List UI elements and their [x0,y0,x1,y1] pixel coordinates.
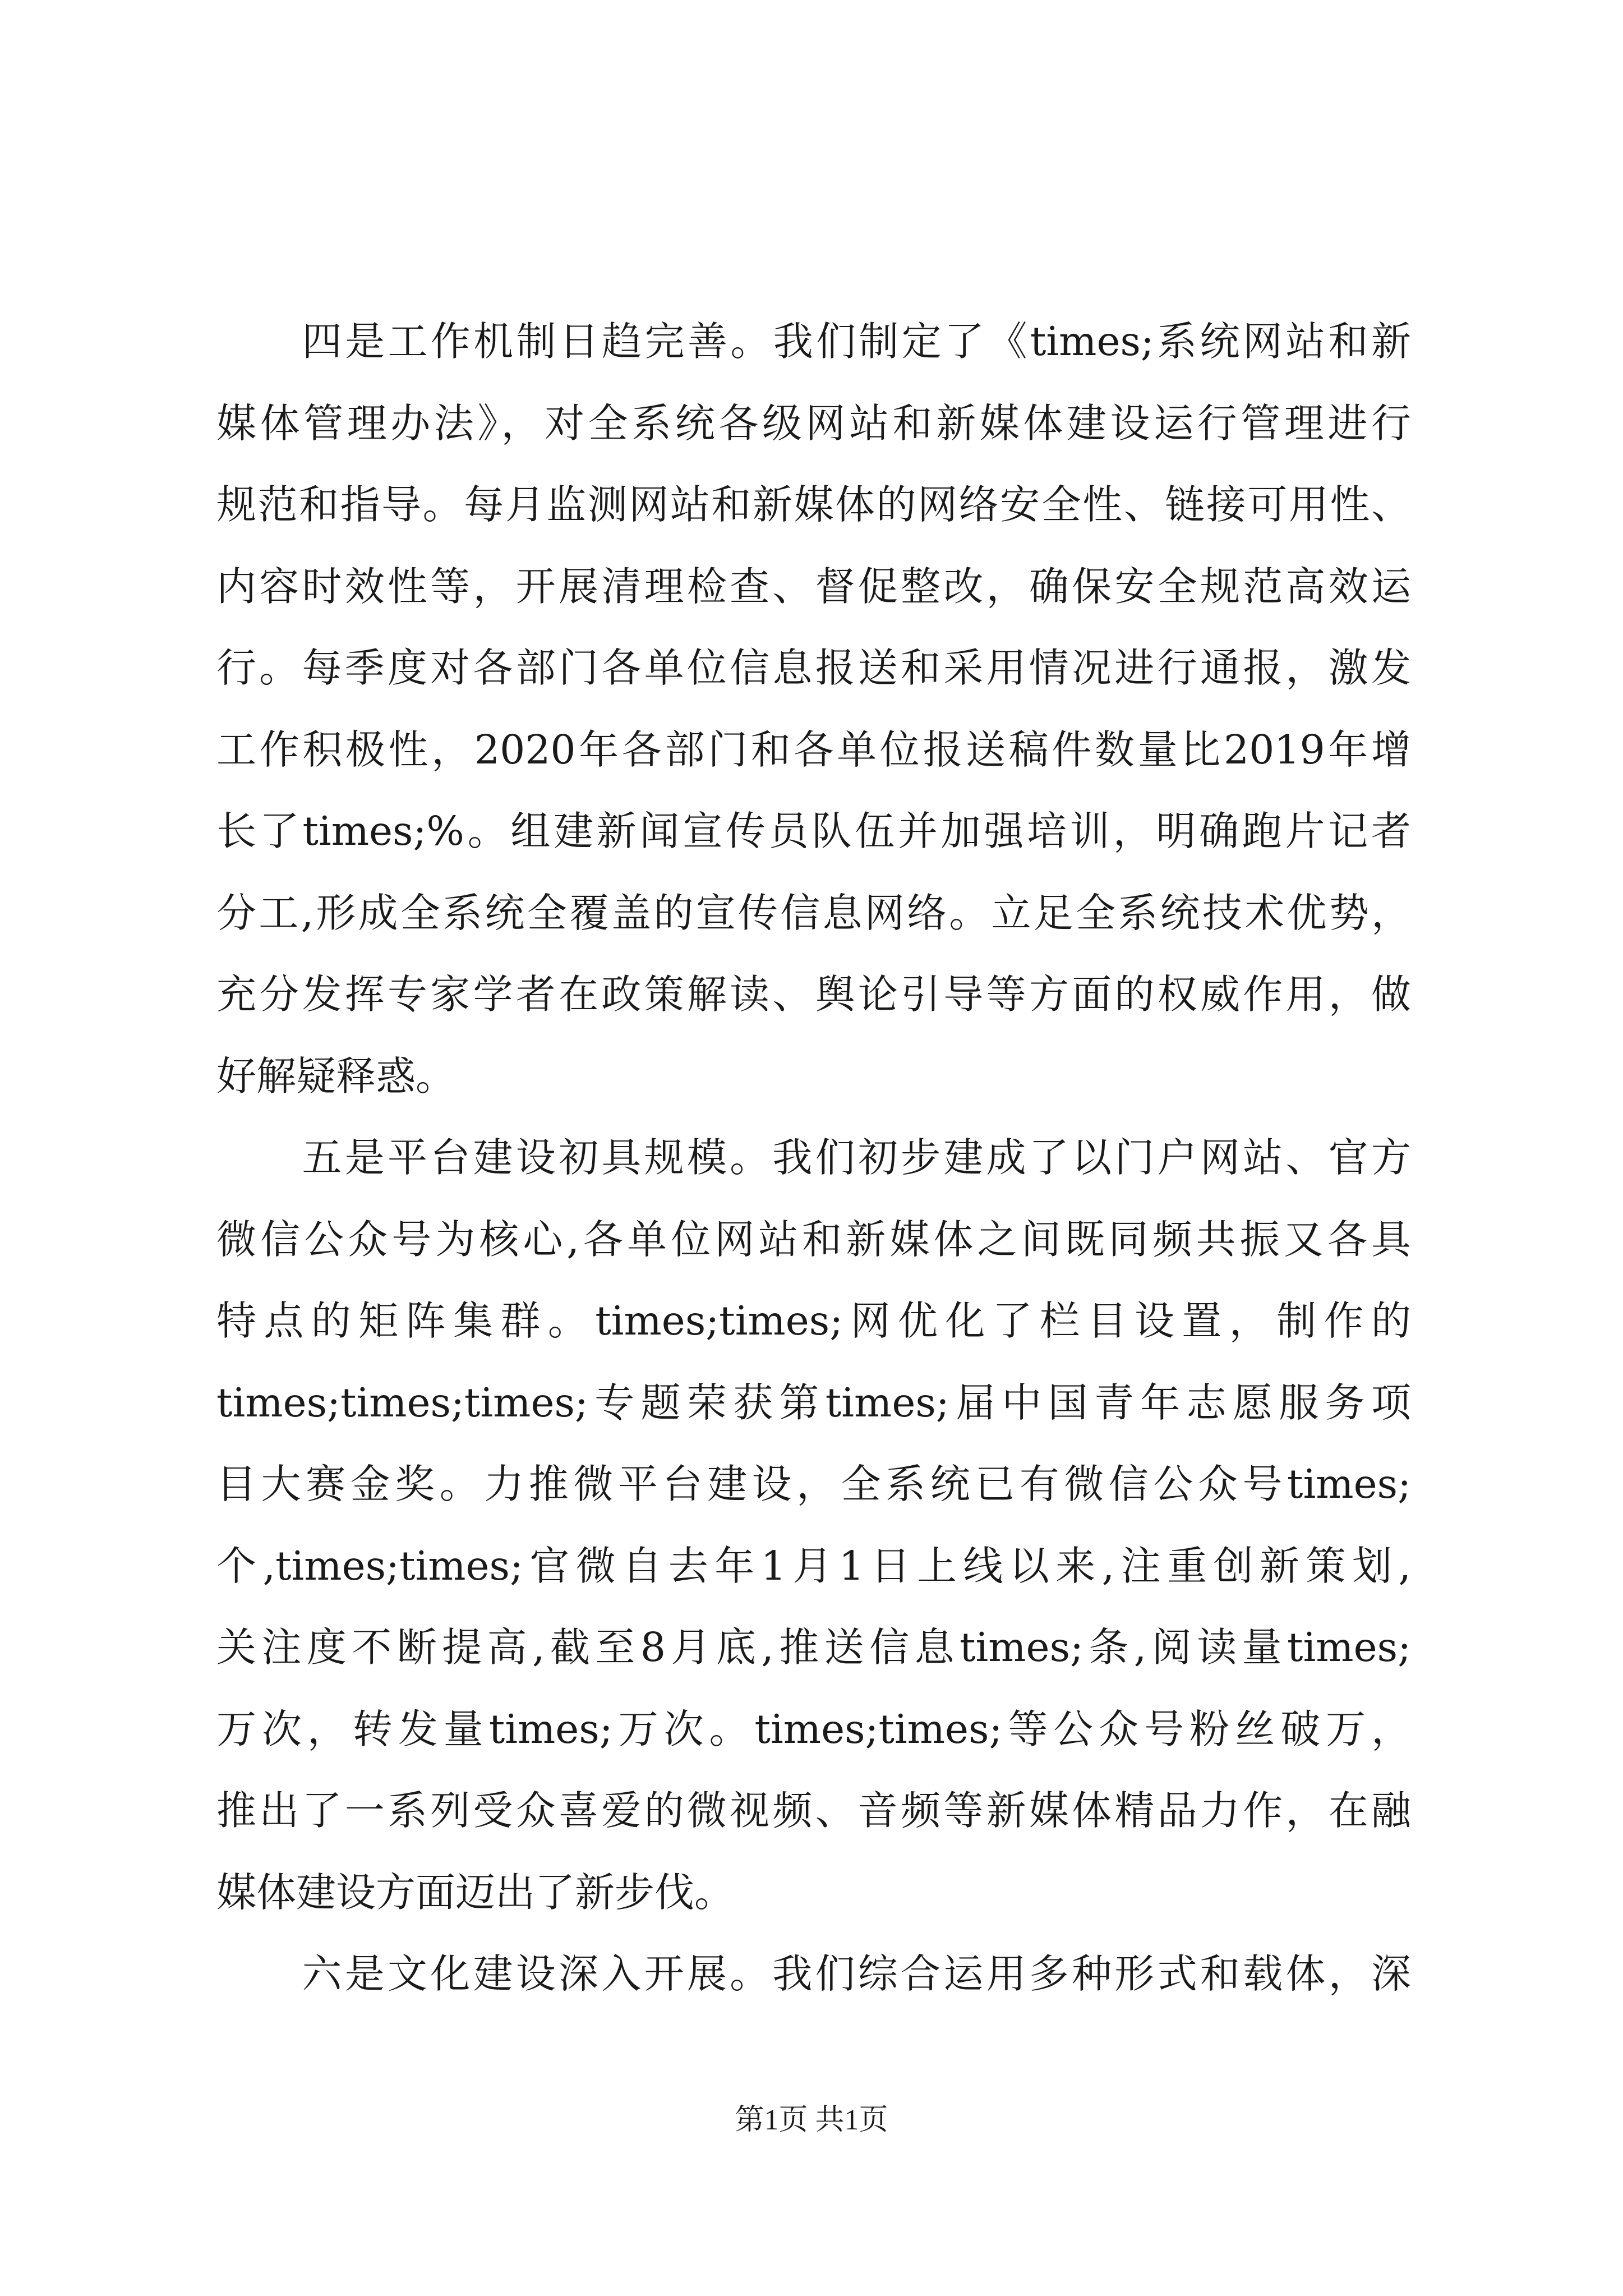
paragraph-platform-building [216,1117,1411,1933]
text-line: 行。每季度对各部门各单位信息报送和采用情况进行通报，激发 [216,645,1411,691]
text-line: 六是文化建设深入开展。我们综合运用多种形式和载体，深 [216,1950,1411,1997]
text-line: 推出了一系列受众喜爱的微视频、音频等新媒体精品力作，在融 [216,1787,1411,1834]
text-line: times;times;times;专题荣获第times;届中国青年志愿服务项 [216,1379,1411,1426]
paragraph-culture-building [216,1933,1411,2015]
text-line: 微信公众号为核心,各单位网站和新媒体之间既同频共振又各具 [216,1216,1411,1263]
text-line: 媒体建设方面迈出了新步伐。 [216,1869,735,1916]
text-line: 内容时效性等，开展清理检查、督促整改，确保安全规范高效运 [216,563,1411,610]
text-line: 五是平台建设初具规模。我们初步建成了以门户网站、官方 [216,1134,1411,1181]
paragraph-work-mechanism [216,301,1411,1117]
text-line: 媒体管理办法》，对全系统各级网站和新媒体建设运行管理进行 [216,399,1411,447]
text-line: 工作积极性，2020年各部门和各单位报送稿件数量比2019年增 [216,726,1411,773]
page-footer: 第1页 共1页 [735,2104,888,2136]
text-line: 分工,形成全系统全覆盖的宣传信息网络。立足全系统技术优势， [216,889,1411,936]
text-line: 关注度不断提高,截至8月底,推送信息times;条,阅读量times; [216,1624,1411,1671]
text-line: 充分发挥专家学者在政策解读、舆论引导等方面的权威作用，做 [216,971,1411,1018]
text-line: 特点的矩阵集群。times;times;网优化了栏目设置，制作的 [216,1297,1411,1344]
text-line: 四是工作机制日趋完善。我们制定了《times;系统网站和新 [216,318,1411,365]
text-line: 好解疑释惑。 [216,1052,456,1099]
text-line: 长了times;%。组建新闻宣传员队伍并加强培训，明确跑片记者 [216,808,1411,854]
text-line: 个,times;times;官微自去年1月1日上线以来,注重创新策划, [216,1542,1411,1589]
text-line: 万次，转发量times;万次。times;times;等公众号粉丝破万， [216,1705,1411,1752]
text-line: 目大赛金奖。力推微平台建设，全系统已有微信公众号times; [216,1461,1411,1507]
text-line: 规范和指导。每月监测网站和新媒体的网络安全性、链接可用性、 [216,481,1411,528]
